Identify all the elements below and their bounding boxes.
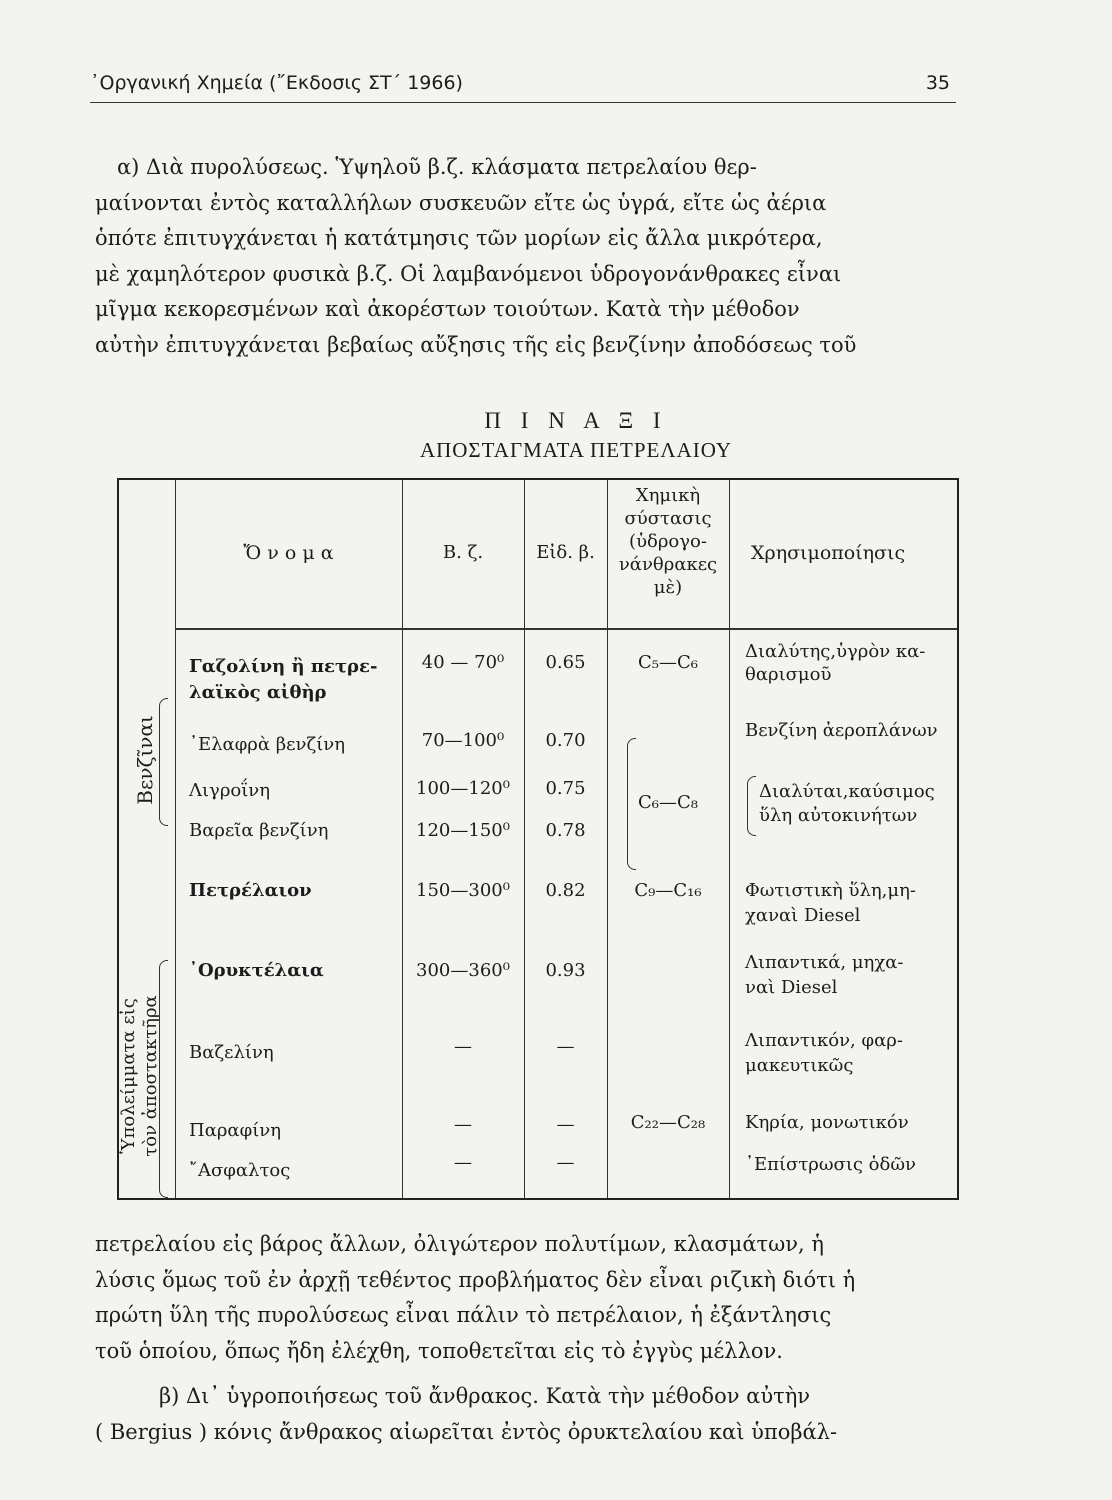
- row-sg: 0.93: [545, 960, 586, 981]
- row-use-line: Λιπαντικά, μηχα-: [745, 952, 904, 973]
- row-sg: —: [556, 1152, 575, 1173]
- header-composition-line: σύστασις: [624, 508, 712, 529]
- row-sg: 0.70: [545, 730, 586, 751]
- row-sg: 0.65: [545, 652, 586, 673]
- row-use-line: Διαλύται,καύσιμος: [759, 781, 935, 802]
- row-bp: 100—120⁰: [416, 778, 510, 799]
- row-name: λαϊκὸς αἰθὴρ: [189, 682, 327, 703]
- distillates-table: [117, 478, 959, 1200]
- row-use: [745, 640, 925, 686]
- row-bp: 40 — 70⁰: [421, 652, 505, 673]
- row-sg: 0.82: [545, 880, 586, 901]
- group-bracket: [159, 698, 168, 826]
- row-use-line: ὕλη αὐτοκινήτων: [759, 805, 918, 826]
- text-line: μὲ χαμηλότερον φυσικὰ β.ζ. Οἱ λαμβανόμενοι ὑδρογονάνθρακες εἶναι: [95, 261, 842, 286]
- outro-paragraph: [95, 1227, 957, 1369]
- row-use: [759, 780, 935, 828]
- text-line: τοῦ ὁποίου, ὅπως ἤδη ἐλέχθη, τοποθετεῖται εἰς τὸ ἐγγὺς μέλλον.: [95, 1338, 783, 1363]
- row-name: Παραφίνη: [189, 1120, 281, 1141]
- row-composition: C₅—C₆: [638, 652, 698, 673]
- text-line: α) Διὰ πυρολύσεως. Ὑψηλοῦ β.ζ. κλάσματα πετρελαίου θερ-: [117, 155, 757, 179]
- text-line: μῖγμα κεκορεσμένων καὶ ἀκορέστων τοιούτων. Κατὰ τὴν μέθοδον: [95, 297, 800, 321]
- row-bp: —: [454, 1114, 472, 1135]
- table-row: [189, 654, 377, 706]
- row-name: ῎Ασφαλτος: [189, 1160, 291, 1181]
- row-composition: C₉—C₁₆: [634, 880, 702, 901]
- row-use-line: χαναὶ Diesel: [745, 905, 861, 926]
- row-name: Γαζολίνη ἢ πετρε-: [189, 656, 378, 677]
- header-composition: [607, 484, 729, 599]
- group-bracket: [159, 960, 168, 1198]
- text-line: β) Δι᾿ ὑγροποιήσεως τοῦ ἄνθρακος. Κατὰ τὴν μέθοδον αὐτὴν: [159, 1384, 811, 1408]
- row-bp: 70—100⁰: [421, 730, 505, 751]
- header-bp: Β. ζ.: [442, 542, 484, 563]
- text-line: ( Bergius ) κόνις ἄνθρακος αἰωρεῖται ἐντὸς ὀρυκτελαίου καὶ ὑποβάλ-: [95, 1419, 838, 1444]
- row-bp: 300—360⁰: [416, 960, 510, 981]
- table-title: Π Ι Ν Α Ξ Ι: [484, 408, 668, 433]
- row-composition: C₆—C₈: [638, 792, 698, 813]
- row-sg: 0.78: [545, 820, 586, 841]
- row-use: ᾿Επίστρωσις ὁδῶν: [745, 1154, 916, 1175]
- row-use-line: ναὶ Diesel: [745, 977, 838, 998]
- running-title: ᾿Οργανική Χημεία (῎Εκδοσις ΣΤ΄ 1966): [90, 72, 463, 94]
- text-line: ὁπότε ἐπιτυγχάνεται ἡ κατάτμησις τῶν μορίων εἰς ἄλλα μικρότερα,: [95, 226, 823, 250]
- row-bp: —: [454, 1152, 472, 1173]
- text-line: αὐτὴν ἐπιτυγχάνεται βεβαίως αὔξησις τῆς εἰς βενζίνην ἀποδόσεως τοῦ: [95, 332, 857, 357]
- row-sg: —: [556, 1036, 575, 1057]
- use-bracket: [747, 776, 756, 836]
- row-use: Βενζίνη ἀεροπλάνων: [745, 720, 938, 741]
- row-name: Βαρεῖα βενζίνη: [189, 820, 329, 841]
- page-header: [90, 66, 956, 103]
- header-composition-line: (ὑδρογο-: [629, 531, 707, 552]
- row-bp: 150—300⁰: [416, 880, 510, 901]
- row-bp: —: [454, 1036, 472, 1057]
- row-name: Βαζελίνη: [189, 1042, 274, 1063]
- row-name: Λιγροΐνη: [189, 780, 271, 801]
- group-label-benzines: Βενζῖναι: [133, 715, 157, 805]
- text-line: πρώτη ὕλη τῆς πυρολύσεως εἶναι πάλιν τὸ πετρέλαιον, ἡ ἐξάντλησις: [95, 1303, 832, 1327]
- row-use-line: θαρισμοῦ: [745, 664, 832, 685]
- row-use: Κηρία, μονωτικόν: [745, 1112, 909, 1133]
- row-sg: 0.75: [545, 778, 586, 799]
- text-line: λύσις ὅμως τοῦ ἐν ἀρχῇ τεθέντος προβλήματος δὲν εἶναι ριζικὴ διότι ἡ: [95, 1267, 856, 1292]
- header-use: Χρησιμοποίησις: [751, 542, 906, 564]
- row-composition: C₂₂—C₂₈: [630, 1112, 706, 1133]
- table-subtitle: ΑΠΟΣΤΑΓΜΑΤΑ ΠΕΤΡΕΛΑΙΟΥ: [419, 438, 733, 462]
- header-name: Ὄ ν ο μ α: [243, 542, 334, 564]
- row-bp: 120—150⁰: [416, 820, 510, 841]
- row-use-line: μακευτικῶς: [745, 1055, 854, 1076]
- row-use-line: Λιπαντικόν, φαρ-: [745, 1030, 903, 1051]
- group-label-residues-line: τὸν ἀποστακτῆρα: [140, 995, 161, 1157]
- row-use: [745, 878, 916, 928]
- text-line: μαίνονται ἐντὸς καταλλήλων συσκευῶν εἴτε ὡς ὑγρά, εἴτε ὡς ἀέρια: [95, 190, 827, 215]
- row-use-line: Διαλύτης,ὑγρὸν κα-: [745, 641, 926, 662]
- section-b-paragraph: [95, 1379, 957, 1450]
- header-composition-line: μὲ): [653, 577, 683, 598]
- header-composition-line: Χημικὴ: [635, 485, 701, 506]
- row-use: [745, 1028, 903, 1078]
- row-name: ᾿Ορυκτέλαια: [189, 960, 324, 981]
- intro-paragraph: [95, 150, 957, 363]
- row-name: ᾿Ελαφρὰ βενζίνη: [189, 734, 345, 755]
- text-line: πετρελαίου εἰς βάρος ἄλλων, ὀλιγώτερον πολυτίμων, κλασμάτων, ἡ: [95, 1232, 824, 1256]
- row-use-line: Φωτιστικὴ ὕλη,μη-: [745, 880, 916, 901]
- group-label-residues: [118, 991, 162, 1161]
- row-use: [745, 950, 903, 1000]
- header-composition-line: νάνθρακες: [618, 554, 718, 575]
- group-label-residues-line: Ὑπολείμματα εἰς: [118, 998, 139, 1154]
- header-sg: Εἰδ. β.: [536, 542, 595, 563]
- row-sg: —: [556, 1114, 575, 1135]
- page-number: 35: [925, 72, 950, 94]
- row-name: Πετρέλαιον: [189, 880, 312, 901]
